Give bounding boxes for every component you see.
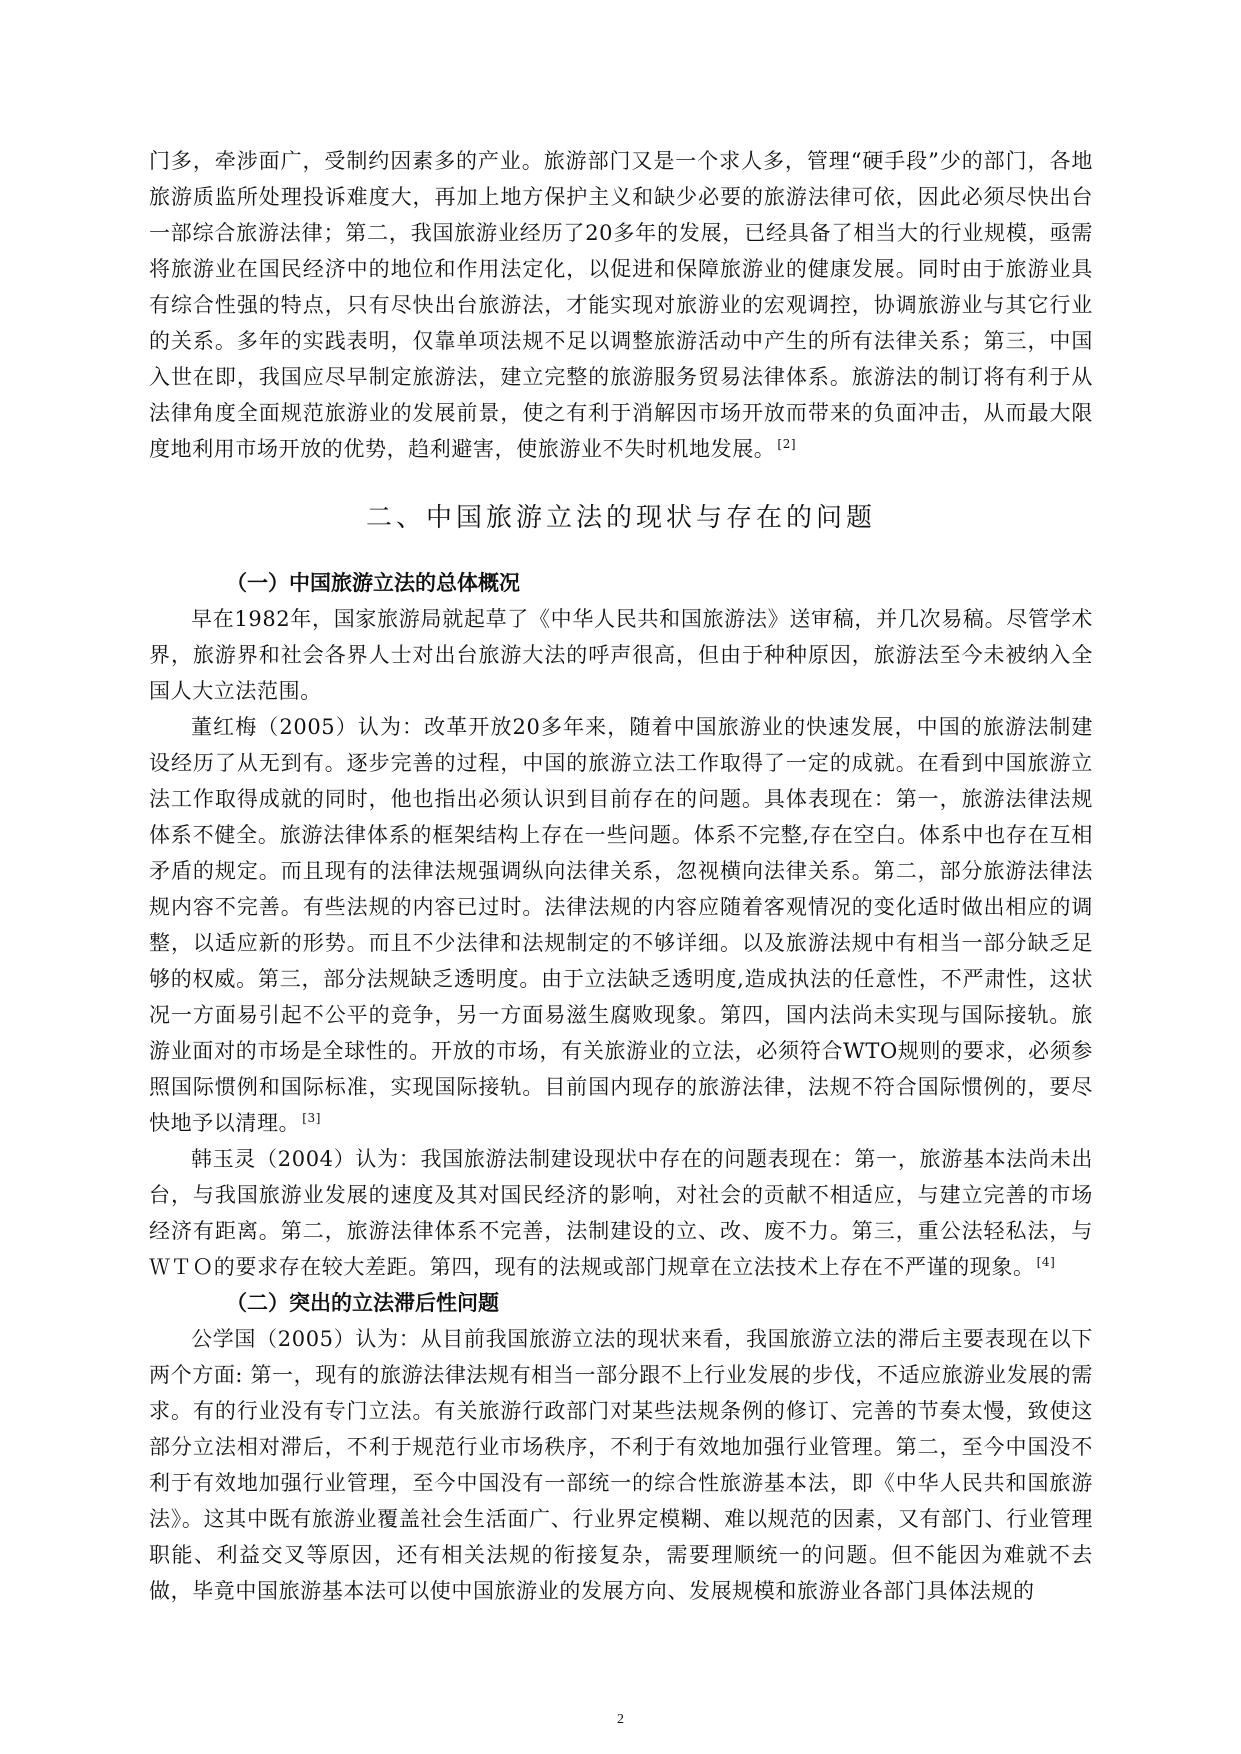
body-paragraph: 公学国（2005）认为：从目前我国旅游立法的现状来看，我国旅游立法的滞后主要表现在以下两个方面: 第一，现有的旅游法律法规有相当一部分跟不上行业发展的步伐，不适应旅游业发展的需求。有的行业没有专门立法。有关旅游行政部门对某些法规条例的修订、完善的节奏太慢，致使这部分立法相对滞后，不利于规范行业市场秩序，不利于有效地加强行业管理。第二，至今中国没不利于有效地加强行业管理，至今中国没有一部统一的综合性旅游基本法，即《中华人民共和国旅游法》。这其中既有旅游业覆盖社会生活面广、行业界定模糊、难以规范的因素，又有部门、行业管理职能、利益交叉等原因，还有相关法规的衔接复杂，需要理顺统一的问题。但不能因为难就不去做，毕竟中国旅游基本法可以使中国旅游业的发展方向、发展规模和旅游业各部门具体法规的 <box>149 1327 1093 1603</box>
citation-marker: [3] <box>302 1111 322 1125</box>
document-page <box>149 143 1093 1609</box>
body-paragraph: 早在1982年，国家旅游局就起草了《中华人民共和国旅游法》送审稿，并几次易稿。尽管学术界，旅游界和社会各界人士对出台旅游大法的呼声很高，但由于种种原因，旅游法至今未被纳入全国人大立法范围。 <box>149 607 1093 703</box>
body-paragraph <box>149 709 1093 1141</box>
paragraph-text: 韩玉灵（2004）认为：我国旅游法制建设现状中存在的问题表现在：第一，旅游基本法尚未出台，与我国旅游业发展的速度及其对国民经济的影响，对社会的贡献不相适应，与建立完善的市场经济有距离。第二，旅游法律体系不完善，法制建设的立、改、废不力。第三，重公法轻私法，与ＷＴＯ的要求存在较大差距。第四，现有的法规或部门规章在立法技术上存在不严谨的现象。 <box>149 1147 1093 1279</box>
citation-marker: [4] <box>1036 1255 1056 1269</box>
citation-marker: [2] <box>777 437 797 451</box>
subsection-heading-lag: （二）突出的立法滞后性问题 <box>226 1291 499 1315</box>
paragraph-text: 门多，牵涉面广，受制约因素多的产业。旅游部门又是一个求人多，管理“硬手段”少的部门，各地旅游质监所处理投诉难度大，再加上地方保护主义和缺少必要的旅游法律可依，因此必须尽快出台一部综合旅游法律；第二，我国旅游业经历了20多年的发展，已经具备了相当大的行业规模，亟需将旅游业在国民经济中的地位和作用法定化，以促进和保障旅游业的健康发展。同时由于旅游业具有综合性强的特点，只有尽快出台旅游法，才能实现对旅游业的宏观调控，协调旅游业与其它行业的关系。多年的实践表明，仅靠单项法规不足以调整旅游活动中产生的所有法律关系；第三，中国入世在即，我国应尽早制定旅游法，建立完整的旅游服务贸易法律体系。旅游法的制订将有利于从法律角度全面规范旅游业的发展前景，使之有利于消解因市场开放而带来的负面冲击，从而最大限度地利用市场开放的优势，趋利避害，使旅游业不失时机地发展。 <box>149 149 1093 461</box>
body-paragraph <box>149 1141 1093 1285</box>
page-number: 2 <box>617 1712 624 1727</box>
section-title: 二、中国旅游立法的现状与存在的问题 <box>365 503 876 533</box>
subsection-heading-overview: （一）中国旅游立法的总体概况 <box>226 571 520 595</box>
body-paragraph-intro <box>149 143 1093 467</box>
paragraph-text: 董红梅（2005）认为：改革开放20多年来，随着中国旅游业的快速发展，中国的旅游法制建设经历了从无到有。逐步完善的过程，中国的旅游立法工作取得了一定的成就。在看到中国旅游立法工作取得成就的同时，他也指出必须认识到目前存在的问题。具体表现在：第一，旅游法律法规体系不健全。旅游法律体系的框架结构上存在一些问题。体系不完整,存在空白。体系中也存在互相矛盾的规定。而且现有的法律法规强调纵向法律关系，忽视横向法律关系。第二，部分旅游法律法规内容不完善。有些法规的内容已过时。法律法规的内容应随着客观情况的变化适时做出相应的调整，以适应新的形势。而且不少法律和法规制定的不够详细。以及旅游法规中有相当一部分缺乏足够的权威。第三，部分法规缺乏透明度。由于立法缺乏透明度,造成执法的任意性，不严肃性，这状况一方面易引起不公平的竞争，另一方面易滋生腐败现象。第四，国内法尚未实现与国际接轨。旅游业面对的市场是全球性的。开放的市场，有关旅游业的立法，必须符合WTO规则的要求，必须参照国际惯例和国际标准，实现国际接轨。目前国内现存的旅游法律，法规不符合国际惯例的，要尽快地予以清理。 <box>149 715 1093 1135</box>
